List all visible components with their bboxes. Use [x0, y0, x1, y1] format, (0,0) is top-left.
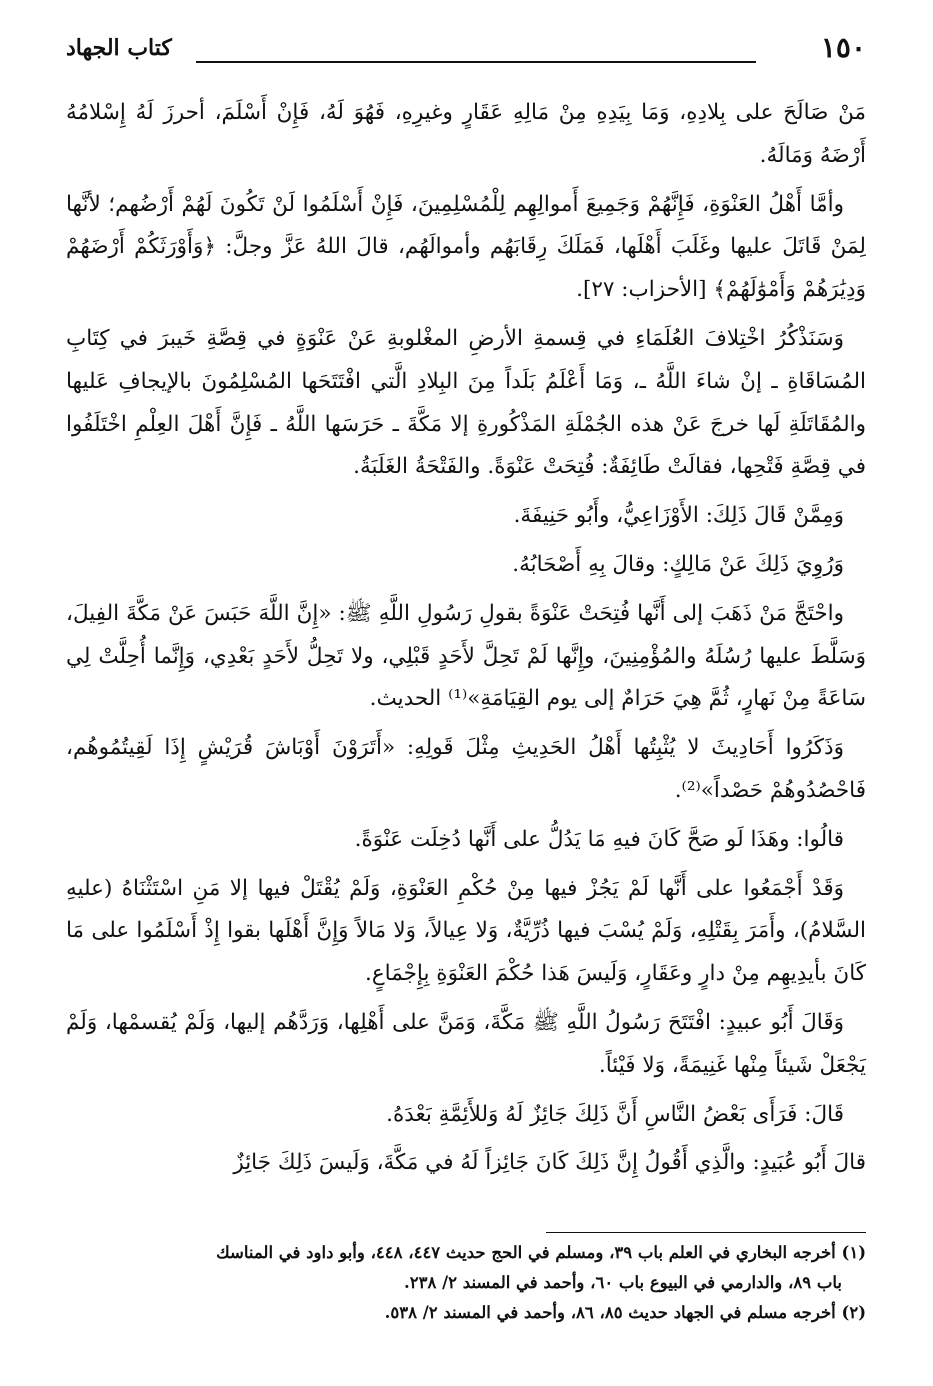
footnotes — [66, 1238, 866, 1328]
paragraph-8: قالُوا: وهَذَا لَو صَحَّ كَانَ فيهِ مَا يَدُلُّ على أَنَّها دُخِلَت عَنْوَةً. — [354, 826, 844, 852]
paragraph-6: واحْتَجَّ مَنْ ذَهَبَ إلى أَنَّها فُتِحَتْ عَنْوَةً بقولِ رَسُولِ اللَّهِ ﷺ: «إِنَّ اللَّهَ حَبَسَ عَنْ مَكَّةَ الفِيلَ، وَسَلَّطَ عليها رُسُلَهُ والمُؤْمِنِينَ، وإِنَّها لَمْ تَحِلَّ لأَحَدٍ قَبْلِي، ولا تَحِلُّ لأَحَدٍ بَعْدِي، وَإِنَّما أُحِلَّتْ لِي سَاعَةً مِنْ نَهارٍ، ثُمَّ هِيَ حَرَامٌ إلى يوم القِيَامَةِ»⁽¹⁾ الحديث. — [66, 600, 866, 712]
footnote-2: (٢) أخرجه مسلم في الجهاد حديث ٨٥، ٨٦، وأحمد في المسند ٢/ ٥٣٨. — [384, 1303, 866, 1322]
main-text — [66, 92, 866, 1191]
footnote-1-line-1: (١) أخرجه البخاري في العلم باب ٣٩، ومسلم في الحج حديث ٤٤٧، ٤٤٨، وأبو داود في المناسك — [216, 1243, 866, 1262]
paragraph-1: مَنْ صَالَحَ على بِلادِهِ، وَمَا بِيَدِهِ مِنْ مَالِهِ عَقَارٍ وغيرِهِ، فَهُوَ لَهُ، فَإِنْ أَسْلَمَ، أحرزَ لَهُ إِسْلامُهُ أَرْضَهُ وَمَالَهُ. — [66, 100, 866, 168]
paragraph-3: وَسَنَذْكُرُ اخْتِلافَ العُلَمَاءِ في قِسمةِ الأرضِ المغْلوبةِ عَنْ عَنْوَةٍ في قِصَّةِ خَيبرَ في كِتَابِ المُسَاقَاةِ ـ إنْ شاءَ اللَّهُ ـ، وَمَا أَعْلَمُ بَلَداً مِنَ البِلادِ الَّتي افْتَتَحَها المُسْلِمُونَ بالإيجافِ عَليها والمُقَاتَلَةِ لَها خرجَ عَنْ هذه الجُمْلَةِ المَذْكُورةِ إلا مَكَّةَ ـ حَرَسَها اللَّهُ ـ فَإِنَّ أَهْلَ العِلْمِ اخْتَلَفُوا في قِصَّةِ فَتْحِها، فقالَتْ طَائِفَةٌ: فُتِحَتْ عَنْوَةً. والفَتْحَةُ الغَلَبَةُ. — [66, 325, 866, 480]
paragraph-2: وأمَّا أَهْلُ العَنْوَةِ، فَإِنَّهُمْ وَجَمِيعَ أَموالِهِم لِلْمُسْلِمِينَ، فَإِنْ أَسْلَمُوا لَنْ تَكُونَ لَهُمْ أَرْضُهم؛ لأنَّها لِمَنْ قَاتَلَ عليها وغَلَبَ أَهْلَها، فَمَلَكَ رِقَابَهُم وأموالَهُم، قالَ اللهُ عَزَّ وجلَّ: ﴿وَأَوْرَثَكُمْ أَرْضَهُمْ وَدِيَٰرَهُمْ وَأَمْوَٰلَهُمْ﴾ [الأحزاب: ٢٧]. — [66, 191, 866, 303]
footnote-rule — [546, 1232, 866, 1233]
paragraph-9: وَقَدْ أَجْمَعُوا على أَنَّها لَمْ يَجُزْ فيها مِنْ حُكْمِ العَنْوَةِ، وَلَمْ يُقْتَلْ فيها إلا مَنِ اسْتَثْنَاهُ (عليهِ السَّلامُ)، وأَمَرَ بِقَتْلِهِ، وَلَمْ يُسْبَ فيها ذُرِّيَّةٌ، وَلا عِيالاً، وَلا مَالاً وَإِنَّ أَهْلَها بقوا إِذْ أَسْلَمُوا على مَا كَانَ بأيدِيهِم مِنْ دارٍ وعَقَارٍ، وَلَيسَ هَذا حُكْمَ العَنْوَةِ بِإِجْمَاعٍ. — [66, 875, 866, 987]
paragraph-4: وَمِمَّنْ قَالَ ذَلِكَ: الأَوْزَاعِيُّ، وأَبُو حَنِيفَةَ. — [513, 503, 844, 529]
paragraph-12: قالَ أَبُو عُبَيدٍ: والَّذِي أَقُولُ إِنَّ ذَلِكَ كَانَ جَائِزاً لَهُ في مَكَّةَ، وَلَيسَ ذَلِكَ جَائِزٌ — [233, 1150, 866, 1176]
paragraph-10: وَقَالَ أَبُو عبيدٍ: افْتَتَحَ رَسُولُ اللَّهِ ﷺ مَكَّةَ، وَمَنَّ على أَهْلِها، وَرَدَّهُم إليها، وَلَمْ يُقسمْها، وَلَمْ يَجْعَلْ شَيئاً مِنْها غَنِيمَةً، وَلا فَيْئاً. — [66, 1009, 866, 1078]
paragraph-11: قَالَ: فَرَأَى بَعْضُ النَّاسِ أَنَّ ذَلِكَ جَائِزٌ لَهُ وَللأَئِمَّةِ بَعْدَهُ. — [386, 1101, 844, 1127]
page-number: ١٥٠ — [820, 31, 866, 64]
paragraph-5: وَرُوِيَ ذَلِكَ عَنْ مَالِكٍ: وقالَ بِهِ أَصْحَابُهُ. — [512, 551, 844, 577]
book-title: كتاب الجهاد — [66, 35, 172, 61]
footnote-1-line-2: باب ٨٩، والدارمي في البيوع باب ٦٠، وأحمد في المسند ٢/ ٢٣٨. — [404, 1273, 842, 1292]
page-header — [66, 28, 866, 68]
paragraph-7: وَذَكَرُوا أَحَادِيثَ لا يُثْبِتُها أَهْلُ الحَدِيثِ مِثْلَ قَولِهِ: «أَتَرَوْنَ أَوْبَاشَ قُرَيْشٍ إِذَا لَقِيتُمُوهُم، فَاحْصُدُوهُمْ حَصْداً»⁽²⁾. — [66, 735, 866, 803]
